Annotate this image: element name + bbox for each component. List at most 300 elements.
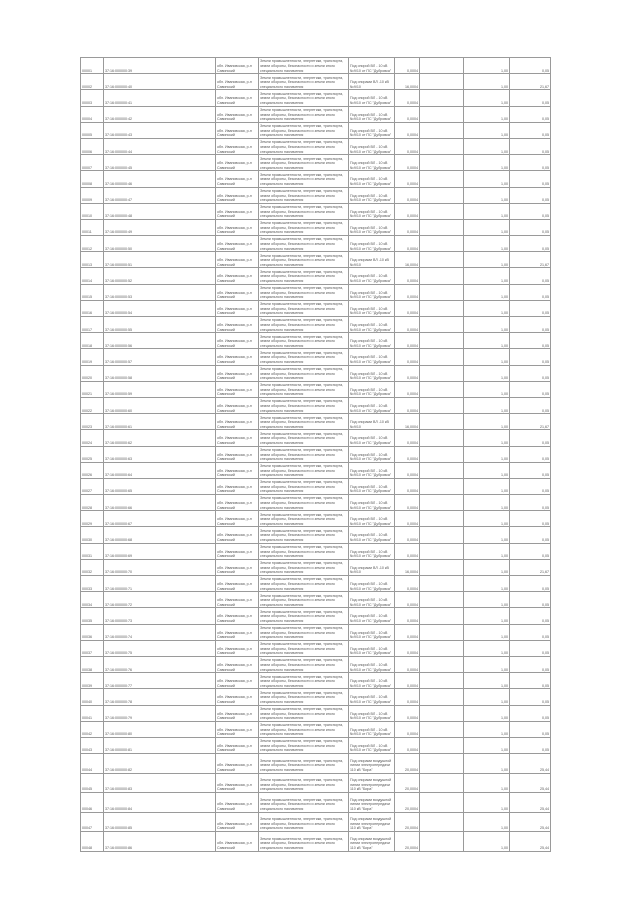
table-row (81, 349, 551, 365)
table-row (81, 74, 551, 90)
address-cell: обл. Ивановская, р-н Савинский (216, 317, 259, 333)
row-number-cell: 00023 (81, 414, 104, 430)
row-number-cell: 00022 (81, 397, 104, 413)
amount-cell: 0,05 (510, 462, 551, 478)
area-cell: 0,0004 (395, 122, 420, 138)
area-cell: 0,0004 (395, 478, 420, 494)
permitted-use-cell: Под опорой ВЛ - 10 кВ №9/10 от ПС "Дубровка" (349, 689, 395, 705)
table-row (81, 58, 551, 74)
table-row (81, 543, 551, 559)
table-row (81, 608, 551, 624)
cadastral-number-cell: 37:16:000000:83 (104, 773, 216, 793)
cadastral-number-cell: 37:16:000000:55 (104, 317, 216, 333)
address-cell: обл. Ивановская, р-н Савинский (216, 219, 259, 235)
coefficient-cell: 1,00 (464, 381, 510, 397)
cadastral-number-cell: 37:16:000000:86 (104, 832, 216, 852)
empty-cell (420, 333, 464, 349)
amount-cell: 0,05 (510, 478, 551, 494)
land-category-cell: Земли промышленности, энергетики, транспорта, земли обороны, безопасности и земли иного специального назначения (259, 592, 349, 608)
address-cell: обл. Ивановская, р-н Савинский (216, 624, 259, 640)
row-number-cell: 00021 (81, 381, 104, 397)
address-cell: обл. Ивановская, р-н Савинский (216, 689, 259, 705)
row-number-cell: 00003 (81, 90, 104, 106)
empty-cell (420, 592, 464, 608)
amount-cell: 0,05 (510, 721, 551, 737)
address-cell: обл. Ивановская, р-н Савинский (216, 300, 259, 316)
row-number-cell: 00027 (81, 478, 104, 494)
land-category-cell: Земли промышленности, энергетики, транспорта, земли обороны, безопасности и земли иного специального назначения (259, 219, 349, 235)
amount-cell: 0,05 (510, 397, 551, 413)
amount-cell: 21,67 (510, 559, 551, 575)
permitted-use-cell: Под опорой ВЛ - 10 кВ №9/10 от ПС "Дубровка" (349, 543, 395, 559)
permitted-use-cell: Под опорой ВЛ - 10 кВ №9/10 от ПС "Дубровка" (349, 219, 395, 235)
row-number-cell: 00011 (81, 219, 104, 235)
cadastral-number-cell: 37:16:000000:48 (104, 203, 216, 219)
permitted-use-cell: Под опорой ВЛ - 10 кВ №9/10 от ПС "Дубровка" (349, 317, 395, 333)
land-category-cell: Земли промышленности, энергетики, транспорта, земли обороны, безопасности и земли иного специального назначения (259, 349, 349, 365)
amount-cell: 0,05 (510, 381, 551, 397)
address-cell: обл. Ивановская, р-н Савинский (216, 812, 259, 832)
table-row (81, 812, 551, 832)
area-cell: 0,0004 (395, 495, 420, 511)
row-number-cell: 00035 (81, 608, 104, 624)
land-category-cell: Земли промышленности, энергетики, транспорта, земли обороны, безопасности и земли иного специального назначения (259, 559, 349, 575)
land-category-cell: Земли промышленности, энергетики, транспорта, земли обороны, безопасности и земли иного специального назначения (259, 122, 349, 138)
amount-cell: 0,05 (510, 90, 551, 106)
amount-cell: 0,05 (510, 527, 551, 543)
empty-cell (420, 478, 464, 494)
cadastral-number-cell: 37:16:000000:57 (104, 349, 216, 365)
amount-cell: 0,05 (510, 349, 551, 365)
row-number-cell: 00017 (81, 317, 104, 333)
area-cell: 0,0004 (395, 155, 420, 171)
coefficient-cell: 1,00 (464, 171, 510, 187)
land-category-cell: Земли промышленности, энергетики, транспорта, земли обороны, безопасности и земли иного специального назначения (259, 333, 349, 349)
amount-cell: 0,05 (510, 300, 551, 316)
permitted-use-cell: Под опорой ВЛ - 10 кВ №9/10 от ПС "Дубровка" (349, 236, 395, 252)
row-number-cell: 00016 (81, 300, 104, 316)
coefficient-cell: 1,00 (464, 284, 510, 300)
table-row (81, 446, 551, 462)
land-category-cell: Земли промышленности, энергетики, транспорта, земли обороны, безопасности и земли иного специального назначения (259, 106, 349, 122)
address-cell: обл. Ивановская, р-н Савинский (216, 284, 259, 300)
row-number-cell: 00048 (81, 832, 104, 852)
coefficient-cell: 1,00 (464, 576, 510, 592)
permitted-use-cell: Под опорой ВЛ - 10 кВ №9/10 от ПС "Дубровка" (349, 138, 395, 154)
address-cell: обл. Ивановская, р-н Савинский (216, 608, 259, 624)
row-number-cell: 00038 (81, 656, 104, 672)
coefficient-cell: 1,00 (464, 74, 510, 90)
cadastral-number-cell: 37:16:000000:46 (104, 171, 216, 187)
area-cell: 0,0004 (395, 90, 420, 106)
permitted-use-cell: Под опорами ВЛ -10 кВ №9/10 (349, 252, 395, 268)
permitted-use-cell: Под опорой ВЛ - 10 кВ №9/10 от ПС "Дубровка" (349, 495, 395, 511)
coefficient-cell: 1,00 (464, 333, 510, 349)
area-cell: 0,0004 (395, 333, 420, 349)
table-row (81, 689, 551, 705)
empty-cell (420, 832, 464, 852)
row-number-cell: 00019 (81, 349, 104, 365)
cadastral-number-cell: 37:16:000000:58 (104, 365, 216, 381)
permitted-use-cell: Под опорой ВЛ - 10 кВ №9/10 от ПС "Дубровка" (349, 381, 395, 397)
row-number-cell: 00037 (81, 640, 104, 656)
row-number-cell: 00006 (81, 138, 104, 154)
address-cell: обл. Ивановская, р-н Савинский (216, 365, 259, 381)
permitted-use-cell: Под опорой ВЛ - 10 кВ №9/10 от ПС "Дубровка" (349, 576, 395, 592)
amount-cell: 0,05 (510, 543, 551, 559)
coefficient-cell: 1,00 (464, 812, 510, 832)
empty-cell (420, 689, 464, 705)
table-row (81, 219, 551, 235)
empty-cell (420, 527, 464, 543)
cadastral-number-cell: 37:16:000000:62 (104, 430, 216, 446)
address-cell: обл. Ивановская, р-н Савинский (216, 754, 259, 774)
row-number-cell: 00029 (81, 511, 104, 527)
address-cell: обл. Ивановская, р-н Савинский (216, 793, 259, 813)
empty-cell (420, 236, 464, 252)
table-row (81, 511, 551, 527)
permitted-use-cell: Под опорой ВЛ - 10 кВ №9/10 от ПС "Дубровка" (349, 737, 395, 753)
table-row (81, 656, 551, 672)
address-cell: обл. Ивановская, р-н Савинский (216, 381, 259, 397)
coefficient-cell: 1,00 (464, 397, 510, 413)
amount-cell: 21,67 (510, 252, 551, 268)
cadastral-number-cell: 37:16:000000:43 (104, 122, 216, 138)
coefficient-cell: 1,00 (464, 414, 510, 430)
permitted-use-cell: Под опорой ВЛ - 10 кВ №9/10 от ПС "Дубровка" (349, 155, 395, 171)
land-category-cell: Земли промышленности, энергетики, транспорта, земли обороны, безопасности и земли иного специального назначения (259, 155, 349, 171)
cadastral-number-cell: 37:16:000000:77 (104, 673, 216, 689)
row-number-cell: 00020 (81, 365, 104, 381)
permitted-use-cell: Под опорами воздушной линии электропередачи 110 кВ "Бира" (349, 812, 395, 832)
area-cell: 0,0004 (395, 317, 420, 333)
row-number-cell: 00030 (81, 527, 104, 543)
coefficient-cell: 1,00 (464, 58, 510, 74)
coefficient-cell: 1,00 (464, 430, 510, 446)
empty-cell (420, 171, 464, 187)
cadastral-number-cell: 37:16:000000:79 (104, 705, 216, 721)
empty-cell (420, 317, 464, 333)
amount-cell: 0,05 (510, 333, 551, 349)
amount-cell: 0,05 (510, 576, 551, 592)
address-cell: обл. Ивановская, р-н Савинский (216, 576, 259, 592)
coefficient-cell: 1,00 (464, 252, 510, 268)
land-category-cell: Земли промышленности, энергетики, транспорта, земли обороны, безопасности и земли иного специального назначения (259, 252, 349, 268)
area-cell: 20,0004 (395, 754, 420, 774)
table-row (81, 673, 551, 689)
permitted-use-cell: Под опорами воздушной линии электропередачи 110 кВ "Бира" (349, 773, 395, 793)
amount-cell: 21,67 (510, 414, 551, 430)
empty-cell (420, 268, 464, 284)
amount-cell: 0,05 (510, 624, 551, 640)
row-number-cell: 00024 (81, 430, 104, 446)
table-row (81, 106, 551, 122)
area-cell: 0,0004 (395, 268, 420, 284)
coefficient-cell: 1,00 (464, 138, 510, 154)
area-cell: 0,0004 (395, 203, 420, 219)
row-number-cell: 00012 (81, 236, 104, 252)
cadastral-number-cell: 37:16:000000:56 (104, 333, 216, 349)
coefficient-cell: 1,00 (464, 559, 510, 575)
empty-cell (420, 397, 464, 413)
amount-cell: 21,67 (510, 74, 551, 90)
amount-cell: 0,05 (510, 106, 551, 122)
area-cell: 0,0004 (395, 640, 420, 656)
land-category-cell: Земли промышленности, энергетики, транспорта, земли обороны, безопасности и земли иного специального назначения (259, 187, 349, 203)
amount-cell: 25,44 (510, 754, 551, 774)
land-category-cell: Земли промышленности, энергетики, транспорта, земли обороны, безопасности и земли иного специального назначения (259, 689, 349, 705)
coefficient-cell: 1,00 (464, 705, 510, 721)
coefficient-cell: 1,00 (464, 689, 510, 705)
empty-cell (420, 349, 464, 365)
empty-cell (420, 705, 464, 721)
area-cell: 0,0004 (395, 430, 420, 446)
table-row (81, 832, 551, 852)
address-cell: обл. Ивановская, р-н Савинский (216, 527, 259, 543)
amount-cell: 0,05 (510, 689, 551, 705)
land-category-cell: Земли промышленности, энергетики, транспорта, земли обороны, безопасности и земли иного специального назначения (259, 737, 349, 753)
land-category-cell: Земли промышленности, энергетики, транспорта, земли обороны, безопасности и земли иного специального назначения (259, 74, 349, 90)
table-row (81, 317, 551, 333)
cadastral-number-cell: 37:16:000000:65 (104, 478, 216, 494)
permitted-use-cell: Под опорой ВЛ - 10 кВ №9/10 от ПС "Дубровка" (349, 171, 395, 187)
coefficient-cell: 1,00 (464, 349, 510, 365)
cadastral-number-cell: 37:16:000000:82 (104, 754, 216, 774)
permitted-use-cell: Под опорами ВЛ -10 кВ №9/10 (349, 559, 395, 575)
row-number-cell: 00043 (81, 737, 104, 753)
address-cell: обл. Ивановская, р-н Савинский (216, 737, 259, 753)
land-category-cell: Земли промышленности, энергетики, транспорта, земли обороны, безопасности и земли иного специального назначения (259, 543, 349, 559)
row-number-cell: 00036 (81, 624, 104, 640)
permitted-use-cell: Под опорой ВЛ - 10 кВ №9/10 от ПС "Дубровка" (349, 656, 395, 672)
area-cell: 0,0004 (395, 300, 420, 316)
table-row (81, 624, 551, 640)
coefficient-cell: 1,00 (464, 592, 510, 608)
table-row (81, 705, 551, 721)
cadastral-number-cell: 37:16:000000:80 (104, 721, 216, 737)
coefficient-cell: 1,00 (464, 90, 510, 106)
permitted-use-cell: Под опорой ВЛ - 10 кВ №9/10 от ПС "Дубровка" (349, 446, 395, 462)
table-row (81, 397, 551, 413)
area-cell: 0,0004 (395, 187, 420, 203)
address-cell: обл. Ивановская, р-н Савинский (216, 171, 259, 187)
empty-cell (420, 812, 464, 832)
table-row (81, 252, 551, 268)
land-category-cell: Земли промышленности, энергетики, транспорта, земли обороны, безопасности и земли иного специального назначения (259, 462, 349, 478)
area-cell: 16,0004 (395, 559, 420, 575)
cadastral-number-cell: 37:16:000000:81 (104, 737, 216, 753)
address-cell: обл. Ивановская, р-н Савинский (216, 478, 259, 494)
land-category-cell: Земли промышленности, энергетики, транспорта, земли обороны, безопасности и земли иного специального назначения (259, 236, 349, 252)
table-row (81, 171, 551, 187)
cadastral-number-cell: 37:16:000000:72 (104, 592, 216, 608)
address-cell: обл. Ивановская, р-н Савинский (216, 721, 259, 737)
area-cell: 0,0004 (395, 673, 420, 689)
empty-cell (420, 773, 464, 793)
cadastral-number-cell: 37:16:000000:59 (104, 381, 216, 397)
land-plots-table (80, 57, 551, 852)
row-number-cell: 00045 (81, 773, 104, 793)
address-cell: обл. Ивановская, р-н Савинский (216, 58, 259, 74)
cadastral-number-cell: 37:16:000000:68 (104, 527, 216, 543)
amount-cell: 0,05 (510, 203, 551, 219)
coefficient-cell: 1,00 (464, 365, 510, 381)
area-cell: 0,0004 (395, 236, 420, 252)
cadastral-number-cell: 37:16:000000:45 (104, 155, 216, 171)
coefficient-cell: 1,00 (464, 300, 510, 316)
address-cell: обл. Ивановская, р-н Савинский (216, 155, 259, 171)
cadastral-number-cell: 37:16:000000:60 (104, 397, 216, 413)
empty-cell (420, 446, 464, 462)
area-cell: 0,0004 (395, 446, 420, 462)
cadastral-number-cell: 37:16:000000:50 (104, 236, 216, 252)
permitted-use-cell: Под опорой ВЛ - 10 кВ №9/10 от ПС "Дубровка" (349, 90, 395, 106)
permitted-use-cell: Под опорой ВЛ - 10 кВ №9/10 от ПС "Дубровка" (349, 203, 395, 219)
amount-cell: 0,05 (510, 592, 551, 608)
coefficient-cell: 1,00 (464, 754, 510, 774)
address-cell: обл. Ивановская, р-н Савинский (216, 773, 259, 793)
empty-cell (420, 721, 464, 737)
address-cell: обл. Ивановская, р-н Савинский (216, 138, 259, 154)
coefficient-cell: 1,00 (464, 773, 510, 793)
table-row (81, 773, 551, 793)
table-row (81, 592, 551, 608)
empty-cell (420, 608, 464, 624)
table-row (81, 527, 551, 543)
land-category-cell: Земли промышленности, энергетики, транспорта, земли обороны, безопасности и земли иного специального назначения (259, 317, 349, 333)
empty-cell (420, 138, 464, 154)
address-cell: обл. Ивановская, р-н Савинский (216, 106, 259, 122)
land-category-cell: Земли промышленности, энергетики, транспорта, земли обороны, безопасности и земли иного специального назначения (259, 171, 349, 187)
coefficient-cell: 1,00 (464, 122, 510, 138)
row-number-cell: 00025 (81, 446, 104, 462)
address-cell: обл. Ивановская, р-н Савинский (216, 832, 259, 852)
permitted-use-cell: Под опорой ВЛ - 10 кВ №9/10 от ПС "Дубровка" (349, 106, 395, 122)
table-row (81, 478, 551, 494)
coefficient-cell: 1,00 (464, 737, 510, 753)
address-cell: обл. Ивановская, р-н Савинский (216, 397, 259, 413)
permitted-use-cell: Под опорой ВЛ - 10 кВ №9/10 от ПС "Дубровка" (349, 640, 395, 656)
area-cell: 0,0004 (395, 171, 420, 187)
table-row (81, 721, 551, 737)
table-row (81, 559, 551, 575)
amount-cell: 25,44 (510, 832, 551, 852)
coefficient-cell: 1,00 (464, 793, 510, 813)
land-category-cell: Земли промышленности, энергетики, транспорта, земли обороны, безопасности и земли иного специального назначения (259, 430, 349, 446)
amount-cell: 25,44 (510, 773, 551, 793)
land-category-cell: Земли промышленности, энергетики, транспорта, земли обороны, безопасности и земли иного специального назначения (259, 624, 349, 640)
row-number-cell: 00005 (81, 122, 104, 138)
table-row (81, 187, 551, 203)
row-number-cell: 00001 (81, 58, 104, 74)
permitted-use-cell: Под опорой ВЛ - 10 кВ №9/10 от ПС "Дубровка" (349, 333, 395, 349)
empty-cell (420, 737, 464, 753)
area-cell: 0,0004 (395, 462, 420, 478)
permitted-use-cell: Под опорой ВЛ - 10 кВ №9/10 от ПС "Дубровка" (349, 430, 395, 446)
permitted-use-cell: Под опорой ВЛ - 10 кВ №9/10 от ПС "Дубровка" (349, 268, 395, 284)
area-cell: 20,0004 (395, 812, 420, 832)
empty-cell (420, 559, 464, 575)
amount-cell: 0,05 (510, 138, 551, 154)
land-category-cell: Земли промышленности, энергетики, транспорта, земли обороны, безопасности и земли иного специального назначения (259, 58, 349, 74)
empty-cell (420, 381, 464, 397)
amount-cell: 0,05 (510, 187, 551, 203)
area-cell: 0,0004 (395, 138, 420, 154)
land-category-cell: Земли промышленности, энергетики, транспорта, земли обороны, безопасности и земли иного специального назначения (259, 365, 349, 381)
cadastral-number-cell: 37:16:000000:52 (104, 268, 216, 284)
table-row (81, 365, 551, 381)
address-cell: обл. Ивановская, р-н Савинский (216, 462, 259, 478)
empty-cell (420, 656, 464, 672)
coefficient-cell: 1,00 (464, 446, 510, 462)
land-category-cell: Земли промышленности, энергетики, транспорта, земли обороны, безопасности и земли иного специального назначения (259, 478, 349, 494)
address-cell: обл. Ивановская, р-н Савинский (216, 592, 259, 608)
address-cell: обл. Ивановская, р-н Савинский (216, 414, 259, 430)
land-category-cell: Земли промышленности, энергетики, транспорта, земли обороны, безопасности и земли иного специального назначения (259, 640, 349, 656)
cadastral-number-cell: 37:16:000000:40 (104, 74, 216, 90)
table-row (81, 203, 551, 219)
cadastral-number-cell: 37:16:000000:73 (104, 608, 216, 624)
area-cell: 0,0004 (395, 349, 420, 365)
land-category-cell: Земли промышленности, энергетики, транспорта, земли обороны, безопасности и земли иного специального назначения (259, 673, 349, 689)
land-category-cell: Земли промышленности, энергетики, транспорта, земли обороны, безопасности и земли иного специального назначения (259, 203, 349, 219)
cadastral-number-cell: 37:16:000000:71 (104, 576, 216, 592)
permitted-use-cell: Под опорой ВЛ - 10 кВ №9/10 от ПС "Дубровка" (349, 187, 395, 203)
row-number-cell: 00032 (81, 559, 104, 575)
land-category-cell: Земли промышленности, энергетики, транспорта, земли обороны, безопасности и земли иного специального назначения (259, 397, 349, 413)
coefficient-cell: 1,00 (464, 673, 510, 689)
permitted-use-cell: Под опорой ВЛ - 10 кВ №9/10 от ПС "Дубровка" (349, 705, 395, 721)
row-number-cell: 00004 (81, 106, 104, 122)
permitted-use-cell: Под опорами воздушной линии электропередачи 110 кВ "Бира" (349, 754, 395, 774)
land-category-cell: Земли промышленности, энергетики, транспорта, земли обороны, безопасности и земли иного специального назначения (259, 300, 349, 316)
empty-cell (420, 495, 464, 511)
address-cell: обл. Ивановская, р-н Савинский (216, 187, 259, 203)
table-row (81, 462, 551, 478)
table-row (81, 793, 551, 813)
land-category-cell: Земли промышленности, энергетики, транспорта, земли обороны, безопасности и земли иного специального назначения (259, 832, 349, 852)
empty-cell (420, 58, 464, 74)
permitted-use-cell: Под опорой ВЛ - 10 кВ №9/10 от ПС "Дубровка" (349, 527, 395, 543)
coefficient-cell: 1,00 (464, 236, 510, 252)
address-cell: обл. Ивановская, р-н Савинский (216, 705, 259, 721)
empty-cell (420, 300, 464, 316)
cadastral-number-cell: 37:16:000000:47 (104, 187, 216, 203)
permitted-use-cell: Под опорой ВЛ - 10 кВ №9/10 от ПС "Дубровка" (349, 397, 395, 413)
address-cell: обл. Ивановская, р-н Савинский (216, 74, 259, 90)
amount-cell: 0,05 (510, 446, 551, 462)
address-cell: обл. Ивановская, р-н Савинский (216, 333, 259, 349)
row-number-cell: 00013 (81, 252, 104, 268)
cadastral-number-cell: 37:16:000000:44 (104, 138, 216, 154)
land-category-cell: Земли промышленности, энергетики, транспорта, земли обороны, безопасности и земли иного специального назначения (259, 793, 349, 813)
table-row (81, 155, 551, 171)
empty-cell (420, 624, 464, 640)
table-row (81, 122, 551, 138)
cadastral-number-cell: 37:16:000000:85 (104, 812, 216, 832)
table-row (81, 414, 551, 430)
empty-cell (420, 365, 464, 381)
area-cell: 16,0004 (395, 74, 420, 90)
table-row (81, 90, 551, 106)
amount-cell: 0,05 (510, 284, 551, 300)
row-number-cell: 00002 (81, 74, 104, 90)
area-cell: 0,0004 (395, 511, 420, 527)
permitted-use-cell: Под опорами воздушной линии электропередачи 110 кВ "Бира" (349, 793, 395, 813)
amount-cell: 25,44 (510, 812, 551, 832)
empty-cell (420, 576, 464, 592)
row-number-cell: 00042 (81, 721, 104, 737)
